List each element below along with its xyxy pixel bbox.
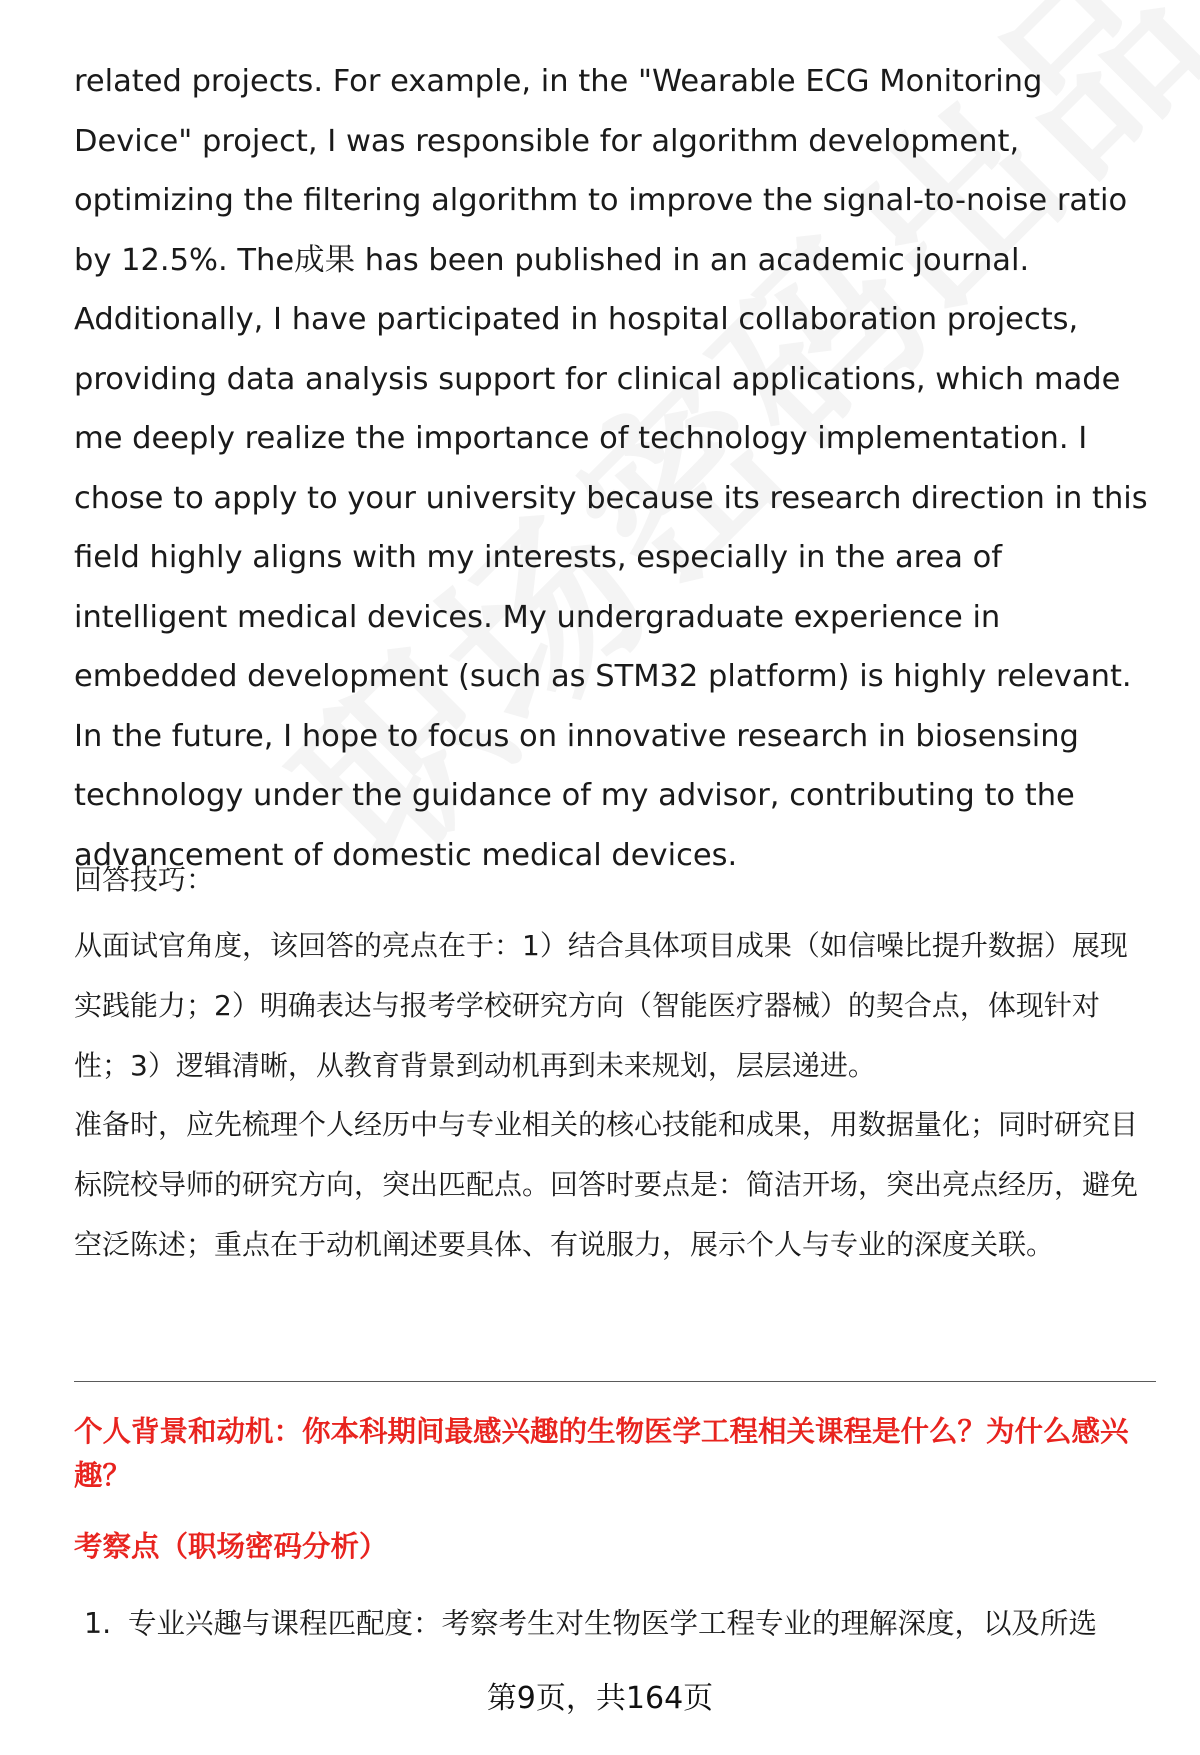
analysis-heading: 考察点（职场密码分析） bbox=[74, 1530, 388, 1563]
list-item-text: 专业兴趣与课程匹配度：考察考生对生物医学工程专业的理解深度，以及所选 bbox=[128, 1607, 1098, 1640]
answer-paragraph: related projects. For example, in the "Wearable ECG Monitoring Device" project, I was responsible for algorithm development, optimizing the filtering algorithm to improve the signal-to-noise ratio by 12.5%. The成果 has been published in an academic journal. Additionally, I have participated in hospital collaboration projects, providing data analysis support for clinical applications, which made me deeply realize the importance of technology implementation. I chose to apply to your university because its research direction in this field highly aligns with my interests, especially in the area of intelligent medical devices. My undergraduate experience in embedded development (such as STM32 platform) is highly relevant. In the future, I hope to focus on innovative research in biosensing technology under the guidance of my advisor, contributing to the advancement of domestic medical devices. bbox=[74, 64, 1148, 873]
tips-paragraph-2: 准备时，应先梳理个人经历中与专业相关的核心技能和成果，用数据量化；同时研究目标院校导师的研究方向，突出匹配点。回答时要点是：简洁开场，突出亮点经历，避免空泛陈述；重点在于动机阐述要具体、有说服力，展示个人与专业的深度关联。 bbox=[74, 1108, 1139, 1261]
page-footer: 第9页，共164页 bbox=[486, 1681, 714, 1716]
section-divider bbox=[74, 1381, 1156, 1382]
tips-paragraph-1: 从面试官角度，该回答的亮点在于：1）结合具体项目成果（如信噪比提升数据）展现实践能力；2）明确表达与报考学校研究方向（智能医疗器械）的契合点，体现针对性；3）逻辑清晰，从教育背景到动机再到未来规划，层层递进。 bbox=[74, 929, 1128, 1082]
list-item bbox=[84, 1604, 1156, 1644]
tips-label: 回答技巧： bbox=[74, 863, 215, 896]
question-heading: 个人背景和动机：你本科期间最感兴趣的生物医学工程相关课程是什么？为什么感兴趣？ bbox=[74, 1415, 1129, 1492]
list-item-number: 1. bbox=[84, 1607, 112, 1640]
